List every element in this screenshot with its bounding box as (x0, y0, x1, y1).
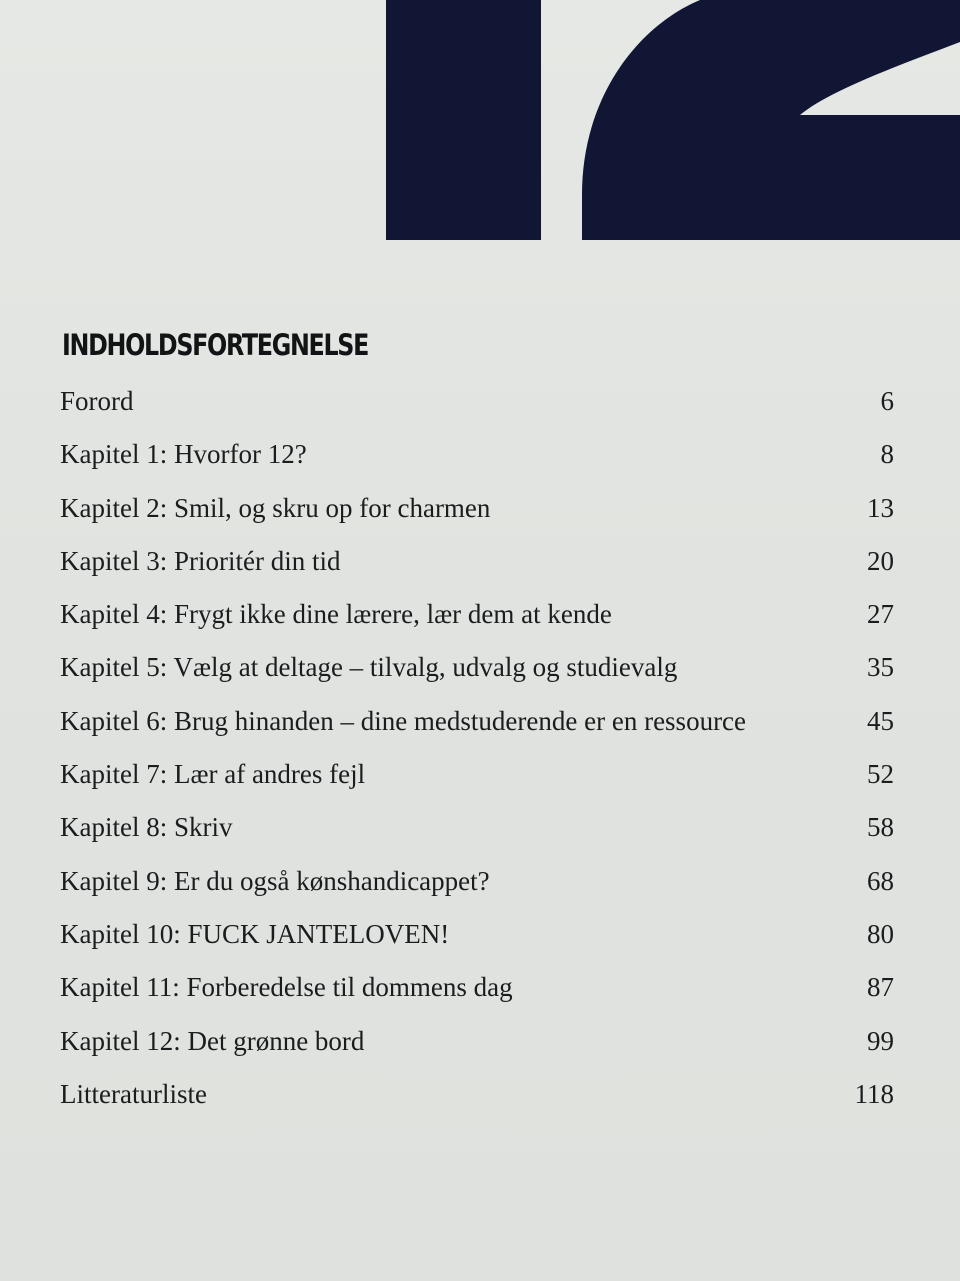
toc-heading: INDHOLDSFORTEGNELSE (62, 328, 369, 362)
toc-entry-title: Kapitel 1: Hvorfor 12? (60, 439, 307, 470)
toc-entry-title: Kapitel 4: Frygt ikke dine lærere, lær dem at kende (60, 599, 612, 630)
table-of-contents (60, 386, 894, 1132)
toc-entry-chapter-12 (60, 1026, 894, 1079)
toc-entry-chapter-10 (60, 919, 894, 972)
toc-entry-title: Kapitel 11: Forberedelse til dommens dag (60, 972, 513, 1003)
big-number-12-graphic (0, 0, 960, 260)
digit-one-shape (386, 0, 541, 240)
toc-entry-page: 45 (867, 705, 894, 736)
toc-entry-chapter-1 (60, 439, 894, 492)
toc-entry-chapter-7 (60, 759, 894, 812)
toc-entry-page: 8 (880, 439, 894, 470)
toc-entry-chapter-6 (60, 706, 894, 759)
toc-entry-title: Kapitel 2: Smil, og skru op for charmen (60, 492, 491, 523)
toc-entry-page: 35 (867, 652, 894, 683)
toc-entry-title: Kapitel 5: Vælg at deltage – tilvalg, udvalg og studievalg (60, 652, 678, 683)
toc-entry-page: 87 (867, 972, 894, 1003)
toc-entry-chapter-3 (60, 546, 894, 599)
toc-entry-chapter-9 (60, 866, 894, 919)
toc-entry-chapter-5 (60, 652, 894, 705)
toc-entry-page: 52 (867, 759, 894, 790)
digit-two-shape (582, 0, 960, 240)
toc-entry-page: 99 (867, 1025, 894, 1056)
toc-entry-title: Kapitel 10: FUCK JANTELOVEN! (60, 918, 450, 949)
toc-entry-title: Litteraturliste (60, 1078, 207, 1109)
toc-entry-litteraturliste (60, 1079, 894, 1132)
toc-entry-chapter-8 (60, 812, 894, 865)
toc-entry-forord (60, 386, 894, 439)
toc-entry-title: Kapitel 9: Er du også kønshandicappet? (60, 865, 490, 896)
toc-entry-title: Kapitel 6: Brug hinanden – dine medstuderende er en ressource (60, 705, 747, 736)
toc-entry-title: Kapitel 8: Skriv (60, 812, 233, 843)
toc-entry-chapter-2 (60, 493, 894, 546)
toc-entry-page: 6 (880, 386, 894, 416)
toc-entry-title: Kapitel 12: Det grønne bord (60, 1025, 365, 1056)
toc-entry-page: 68 (867, 865, 894, 896)
toc-entry-title: Kapitel 7: Lær af andres fejl (60, 759, 366, 790)
toc-entry-title: Kapitel 3: Prioritér din tid (60, 545, 341, 576)
toc-entry-page: 20 (867, 545, 894, 576)
toc-entry-page: 118 (854, 1078, 894, 1109)
toc-entry-page: 80 (867, 918, 894, 949)
toc-entry-page: 27 (867, 599, 894, 630)
toc-entry-page: 58 (867, 812, 894, 843)
toc-entry-page: 13 (867, 492, 894, 523)
toc-entry-chapter-11 (60, 972, 894, 1025)
toc-entry-chapter-4 (60, 599, 894, 652)
toc-entry-title: Forord (60, 386, 134, 416)
